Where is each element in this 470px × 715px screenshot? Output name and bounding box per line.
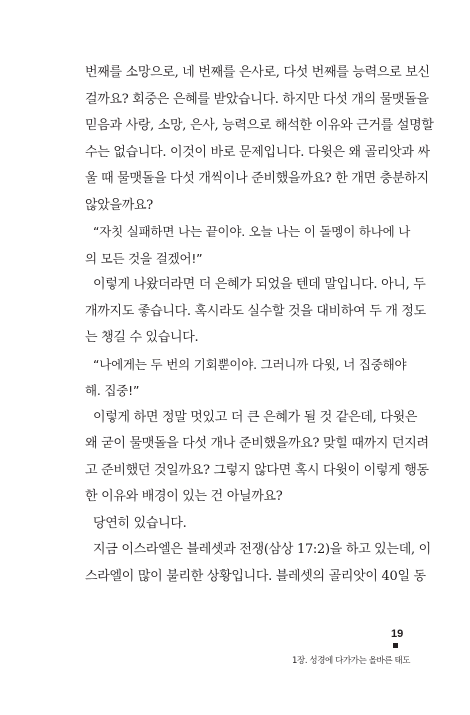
quote-line: “자칫 실패하면 나는 끝이야. 오늘 나는 이 돌멩이 하나에 나 bbox=[93, 224, 411, 239]
text-line: 한 이유와 배경이 있는 건 아닐까요? bbox=[85, 489, 283, 504]
quote-line: 해. 집중!” bbox=[85, 383, 140, 398]
text-line: 이렇게 나왔더라면 더 은혜가 되었을 텐데 말입니다. 아니, 두 bbox=[93, 277, 426, 292]
text-line: 이렇게 하면 정말 멋있고 더 큰 은혜가 될 것 같은데, 다윗은 bbox=[93, 409, 418, 425]
text-line: 당연히 있습니다. bbox=[93, 515, 187, 531]
text-line: 왜 굳이 물맷돌을 다섯 개나 준비했을까요? 맞힐 때까지 던지려 bbox=[85, 436, 429, 451]
text-line: 고 준비했던 것일까요? 그렇지 않다면 혹시 다윗이 이렇게 행동 bbox=[85, 462, 429, 478]
text-line: 걸까요? 회중은 은혜를 받았습니다. 하지만 다섯 개의 물맷돌을 bbox=[85, 91, 429, 107]
quote-line: 의 모든 것을 걸겠어!” bbox=[85, 250, 203, 266]
page-number: 19 bbox=[391, 628, 404, 640]
text-line: 개까지도 좋습니다. 혹시라도 실수할 것을 대비하여 두 개 정도 bbox=[85, 303, 426, 319]
page-marker-square bbox=[393, 643, 398, 648]
text-line: 지금 이스라엘은 블레셋과 전쟁(삼상 17:2)을 하고 있는데, 이 bbox=[93, 542, 431, 557]
text-line: 않았을까요? bbox=[85, 197, 153, 213]
chapter-running-footer: 1장. 성경에 다가가는 올바른 태도 bbox=[292, 656, 411, 666]
text-line: 울 때 물맷돌을 다섯 개씩이나 준비했을까요? 한 개면 충분하지 bbox=[85, 171, 429, 186]
text-line: 스라엘이 많이 불리한 상황입니다. 블레셋의 골리앗이 40일 동 bbox=[85, 568, 426, 584]
text-line: 수는 없습니다. 이것이 바로 문제입니다. 다윗은 왜 골리앗과 싸 bbox=[85, 144, 430, 160]
text-line: 믿음과 사랑, 소망, 은사, 능력으로 해석한 이유와 근거를 설명할 bbox=[85, 118, 434, 133]
text-line: 번째를 소망으로, 네 번째를 은사로, 다섯 번째를 능력으로 보신 bbox=[85, 65, 430, 80]
body-text bbox=[85, 60, 434, 590]
text-line: 는 챙길 수 있습니다. bbox=[85, 330, 199, 345]
quote-line: “나에게는 두 번의 기회뿐이야. 그러니까 다윗, 너 집중해야 bbox=[93, 356, 407, 372]
